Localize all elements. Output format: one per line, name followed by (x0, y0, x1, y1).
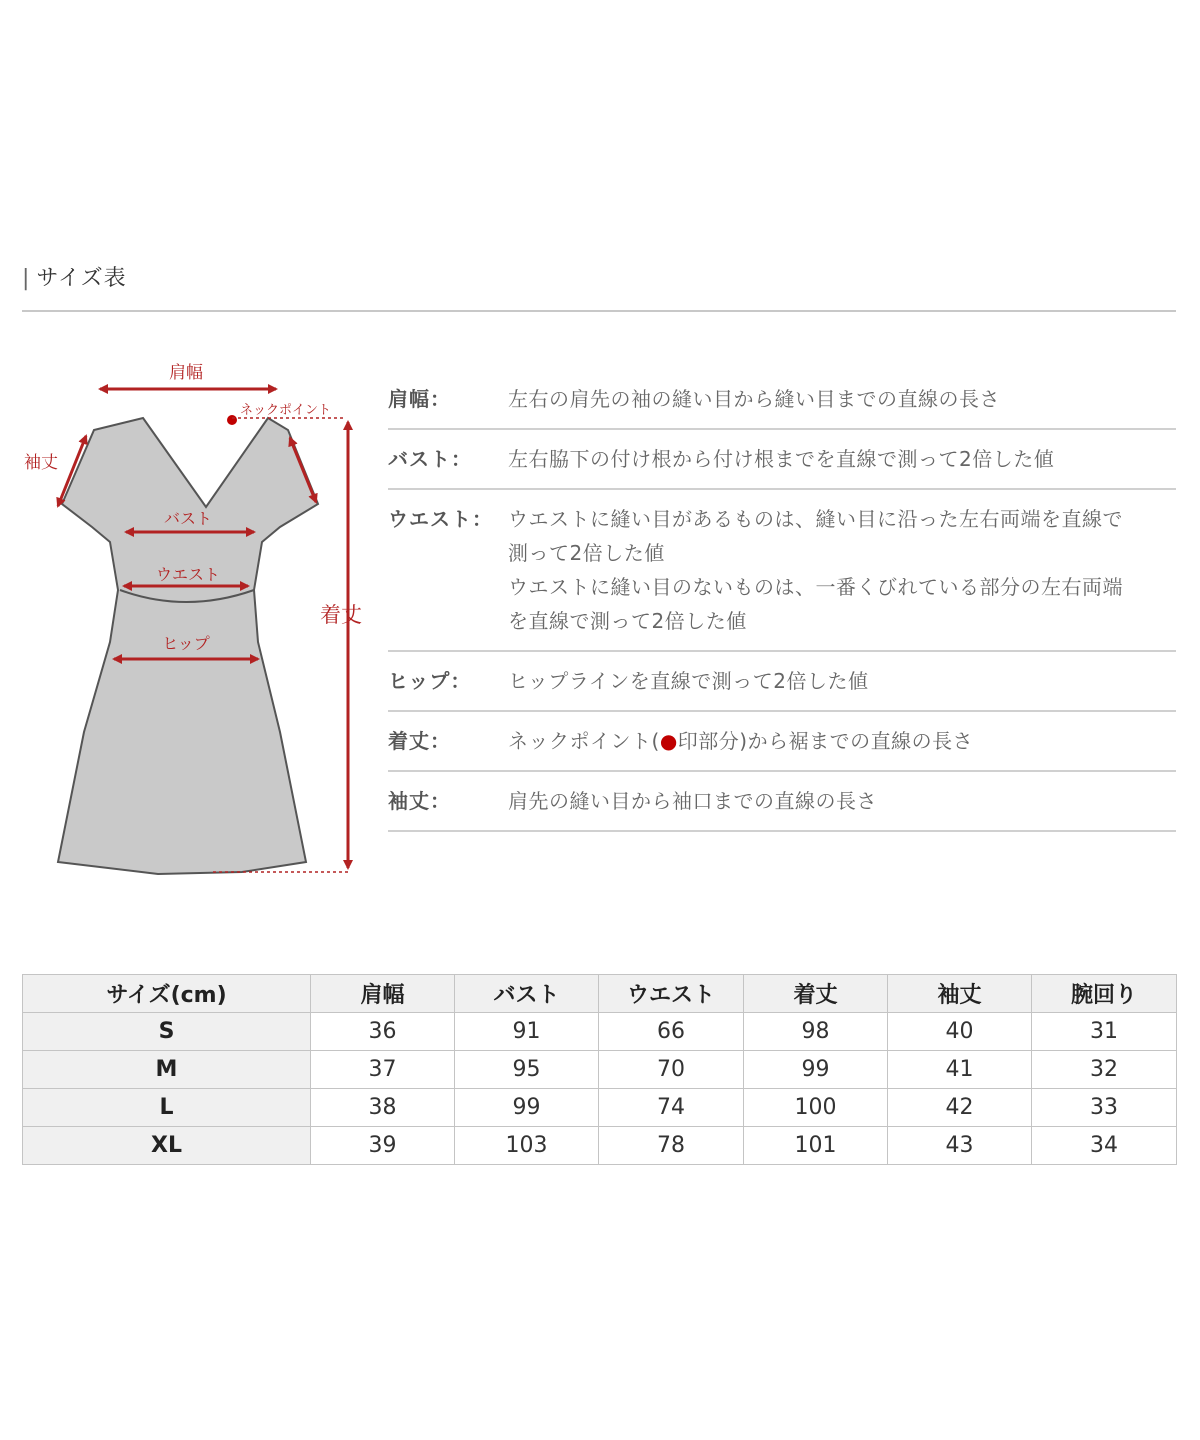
definition-line: ウエストに縫い目のないものは、一番くびれている部分の左右両端 (508, 575, 1123, 599)
diagram-shoulder-label: 肩幅 (169, 363, 203, 383)
column-header: 袖丈 (888, 975, 1032, 1013)
definition-term: 袖丈： (388, 789, 451, 813)
definition-text (508, 664, 1176, 698)
definition-row (388, 370, 1176, 430)
table-cell: 101 (744, 1127, 888, 1165)
table-cell: 41 (888, 1051, 1032, 1089)
definition-line: を直線で測って2倍した値 (508, 609, 747, 633)
table-row (23, 1051, 1177, 1089)
measurement-definitions (388, 370, 1176, 832)
diagram-neck-point-label: ネックポイント (240, 403, 332, 418)
table-cell: 39 (311, 1127, 455, 1165)
definition-text (508, 442, 1176, 476)
definition-line: 左右の肩先の袖の縫い目から縫い目までの直線の長さ (508, 387, 1000, 411)
diagram-bust-label: バスト (163, 509, 213, 528)
column-header: サイズ(cm) (23, 975, 311, 1013)
definition-line-pre: ネックポイント( (508, 729, 660, 753)
definition-text (508, 724, 1176, 758)
definition-term: バスト： (388, 447, 472, 471)
definition-row (388, 772, 1176, 832)
table-cell: 32 (1032, 1051, 1177, 1089)
table-row (23, 1127, 1177, 1165)
definition-row (388, 430, 1176, 490)
table-cell: 38 (311, 1089, 455, 1127)
definition-line: 左右脇下の付け根から付け根までを直線で測って2倍した値 (508, 447, 1055, 471)
diagram-sleeve-label: 袖丈 (24, 453, 58, 473)
table-cell: 36 (311, 1013, 455, 1051)
diagram-waist-label: ウエスト (155, 565, 221, 584)
table-row (23, 1013, 1177, 1051)
table-cell: 99 (455, 1089, 599, 1127)
table-cell: 42 (888, 1089, 1032, 1127)
section-header (22, 262, 1176, 296)
table-cell: 33 (1032, 1089, 1177, 1127)
diagram-hip-label: ヒップ (162, 634, 210, 653)
table-cell: 34 (1032, 1127, 1177, 1165)
definition-line (508, 724, 1176, 758)
definition-term: ヒップ： (388, 669, 472, 693)
definition-term: 着丈： (388, 729, 451, 753)
column-header: 着丈 (744, 975, 888, 1013)
table-cell: 91 (455, 1013, 599, 1051)
header-divider (22, 310, 1176, 312)
red-dot-icon: ● (659, 729, 678, 753)
table-cell: 66 (599, 1013, 744, 1051)
title-bar: | (22, 266, 31, 291)
definition-row (388, 490, 1176, 652)
neck-point-dot (227, 415, 237, 425)
definition-row (388, 652, 1176, 712)
definition-line: ウエストに縫い目があるものは、縫い目に沿った左右両端を直線で (508, 507, 1123, 531)
table-header-row (23, 975, 1177, 1013)
definition-term: 肩幅： (388, 387, 451, 411)
table-cell: 43 (888, 1127, 1032, 1165)
size-label-cell: M (23, 1051, 311, 1089)
table-cell: 74 (599, 1089, 744, 1127)
column-header: ウエスト (599, 975, 744, 1013)
column-header: 腕回り (1032, 975, 1177, 1013)
definition-text (508, 502, 1176, 638)
table-cell: 40 (888, 1013, 1032, 1051)
title-text: サイズ表 (36, 266, 127, 291)
definition-line-post: 印部分)から裾までの直線の長さ (677, 729, 974, 753)
size-table (22, 974, 1177, 1165)
table-cell: 37 (311, 1051, 455, 1089)
column-header: 肩幅 (311, 975, 455, 1013)
diagram-length-label: 着丈 (320, 603, 362, 627)
table-cell: 78 (599, 1127, 744, 1165)
dress-illustration (18, 352, 378, 892)
dress-measurement-diagram (18, 352, 378, 892)
table-cell: 98 (744, 1013, 888, 1051)
table-cell: 99 (744, 1051, 888, 1089)
definition-text (508, 382, 1176, 416)
definition-row (388, 712, 1176, 772)
definition-line: 肩先の縫い目から袖口までの直線の長さ (508, 789, 877, 813)
table-cell: 70 (599, 1051, 744, 1089)
size-label-cell: XL (23, 1127, 311, 1165)
table-cell: 100 (744, 1089, 888, 1127)
definition-text (508, 784, 1176, 818)
table-cell: 95 (455, 1051, 599, 1089)
table-row (23, 1089, 1177, 1127)
size-label-cell: L (23, 1089, 311, 1127)
size-label-cell: S (23, 1013, 311, 1051)
definition-term: ウエスト： (388, 507, 493, 531)
section-title (22, 262, 1176, 296)
definition-line: 測って2倍した値 (508, 541, 665, 565)
table-cell: 103 (455, 1127, 599, 1165)
definition-line: ヒップラインを直線で測って2倍した値 (508, 669, 869, 693)
table-cell: 31 (1032, 1013, 1177, 1051)
column-header: バスト (455, 975, 599, 1013)
